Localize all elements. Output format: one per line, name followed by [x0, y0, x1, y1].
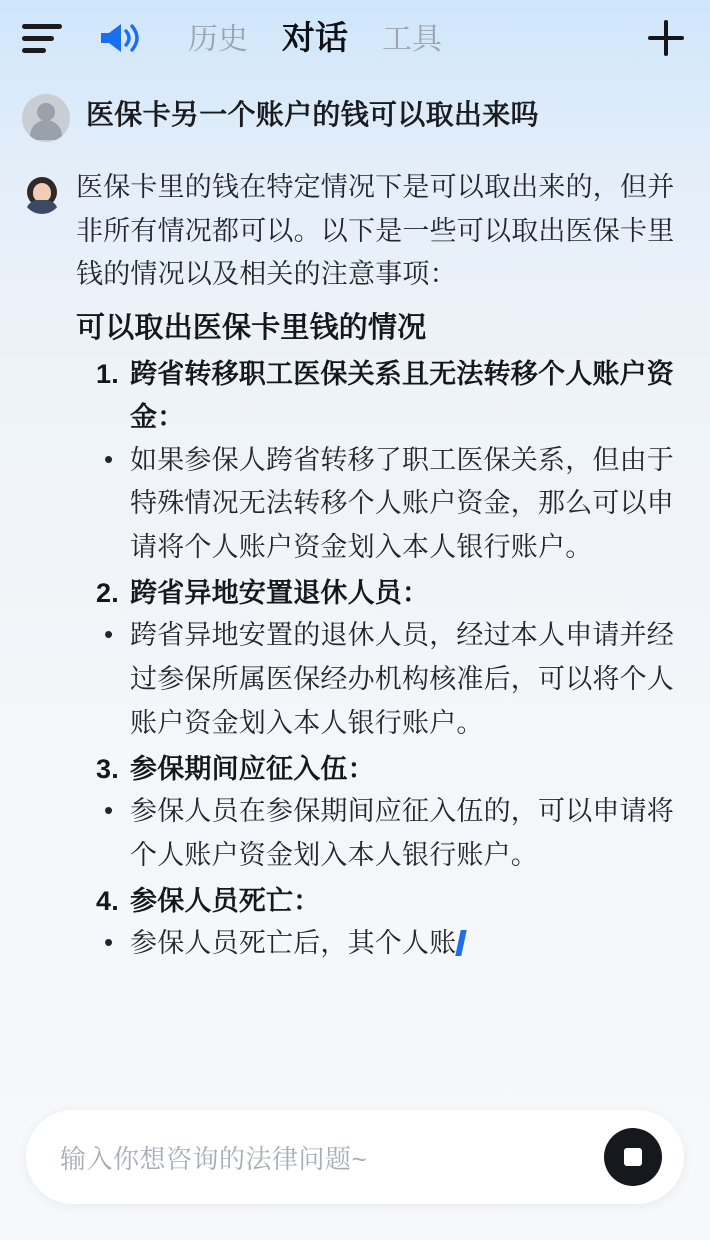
chat-scroll-area[interactable] [0, 76, 710, 1108]
message-input-field[interactable]: 输入你想咨询的法律问题~ [60, 1143, 368, 1174]
stop-record-icon[interactable] [604, 1128, 662, 1186]
tab-tools[interactable]: 工具 [382, 23, 442, 56]
hamburger-line [22, 36, 54, 41]
stop-square [624, 1148, 642, 1166]
speaker-on-icon[interactable] [96, 18, 142, 58]
assistant-sub-list [76, 922, 688, 966]
hamburger-line [22, 24, 62, 29]
hamburger-menu-icon[interactable] [22, 23, 62, 53]
assistant-section-title: 可以取出医保卡里钱的情况 [76, 312, 427, 345]
list-item: 参保期间应征入伍： [130, 753, 375, 784]
message-input-bar[interactable] [26, 1110, 684, 1204]
assistant-sub-list [76, 614, 688, 745]
assistant-message-body [76, 166, 688, 968]
assistant-sub-list [76, 439, 688, 570]
list-item: • 如果参保人跨省转移了职工医保关系，但由于特殊情况无法转移个人账户资金，那么可以申请将个人账户资金划入本人银行账户。 [76, 439, 688, 570]
user-message-text: 医保卡另一个账户的钱可以取出来吗 [86, 99, 539, 130]
plus-icon[interactable] [644, 16, 688, 60]
list-item: • 参保人员在参保期间应征入伍的，可以申请将个人账户资金划入本人银行账户。 [76, 790, 688, 877]
assistant-intro-paragraph: 医保卡里的钱在特定情况下是可以取出来的，但并非所有情况都可以。以下是一些可以取出医保卡里钱的情况以及相关的注意事项： [76, 172, 675, 290]
assistant-message-row [22, 166, 688, 968]
user-avatar [22, 94, 70, 142]
hamburger-line [22, 48, 46, 53]
assistant-sub-list [76, 790, 688, 877]
list-item: 参保人员死亡： [130, 885, 321, 916]
list-item: • 跨省异地安置的退休人员，经过本人申请并经过参保所属医保经办机构核准后，可以将个人账户资金划入本人银行账户。 [76, 614, 688, 745]
list-item: 跨省异地安置退休人员： [130, 577, 430, 608]
app-header [0, 0, 710, 76]
avatar-body [26, 200, 58, 214]
streaming-text: 参保人员死亡后，其个人账 [130, 928, 457, 959]
list-item: 跨省转移职工医保关系且无法转移个人账户资金： [130, 359, 674, 432]
header-tabs [188, 21, 644, 55]
list-item [76, 922, 688, 966]
user-message-row [22, 92, 688, 142]
assistant-numbered-list [76, 353, 688, 966]
tab-conversation[interactable]: 对话 [282, 19, 348, 56]
streaming-caret-icon [456, 930, 468, 956]
assistant-avatar [22, 174, 62, 214]
tab-history[interactable]: 历史 [188, 23, 248, 56]
